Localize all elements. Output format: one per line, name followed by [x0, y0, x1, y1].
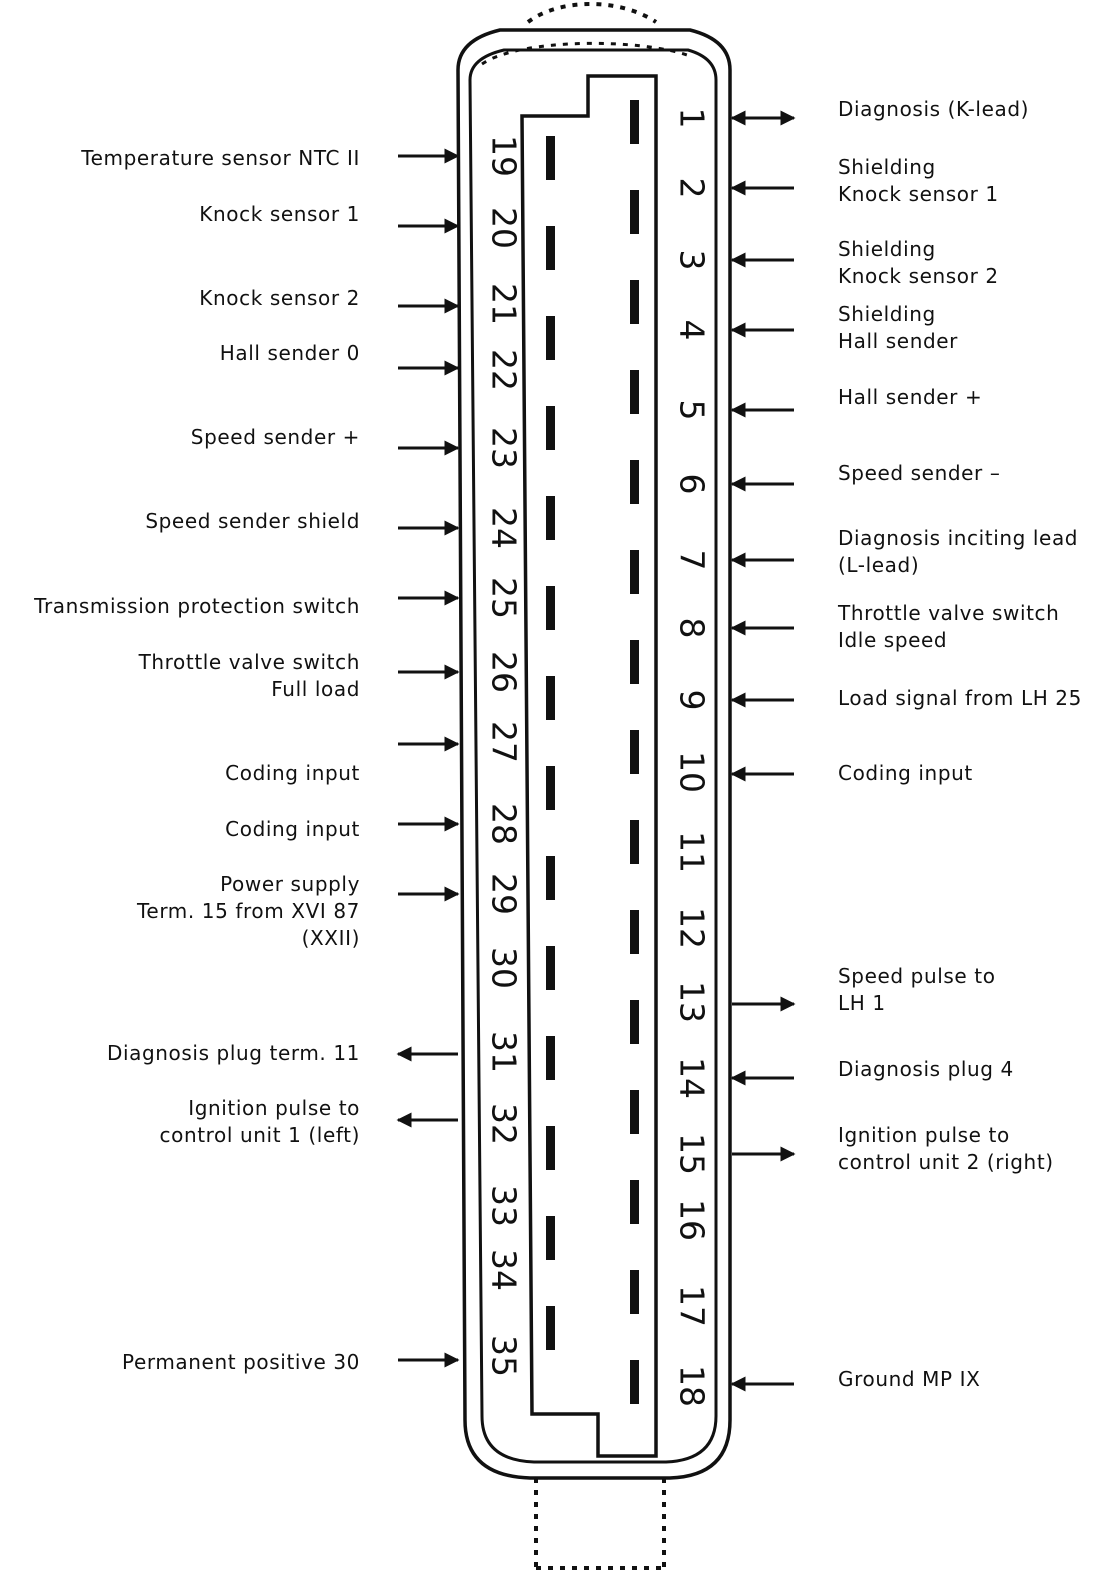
pin-number-22: 22	[484, 349, 524, 391]
signal-label-pin-10: Coding input	[838, 761, 973, 785]
signal-label-pin-14: Diagnosis plug 4	[838, 1057, 1014, 1081]
contact-dash	[630, 1180, 639, 1224]
contact-dash	[630, 910, 639, 954]
contact-dash	[630, 730, 639, 774]
signal-label-pin-23: Speed sender +	[190, 425, 360, 449]
signal-label-pin-21: Knock sensor 2	[199, 286, 360, 310]
contact-dash	[630, 1360, 639, 1404]
contact-dash	[630, 1000, 639, 1044]
pin-number-3: 3	[672, 249, 712, 271]
pin-number-28: 28	[484, 803, 524, 845]
contact-dash	[546, 856, 555, 900]
pin-number-31: 31	[484, 1031, 524, 1073]
contact-dash	[630, 460, 639, 504]
signal-arrows	[398, 118, 794, 1384]
pin-number-10: 10	[672, 751, 712, 793]
pin-number-8: 8	[672, 617, 712, 639]
contact-dash	[630, 1090, 639, 1134]
contact-dash	[546, 136, 555, 180]
pin-number-18: 18	[672, 1365, 712, 1407]
signal-label-pin-35: Permanent positive 30	[122, 1350, 360, 1374]
contact-dash	[546, 406, 555, 450]
contact-dash	[546, 496, 555, 540]
contact-dash	[630, 640, 639, 684]
signal-label-pin-8: Throttle valve switch Idle speed	[838, 601, 1060, 652]
top-inner-dotted	[482, 43, 690, 64]
signal-label-pin-20: Knock sensor 1	[199, 202, 360, 226]
pin-number-24: 24	[484, 507, 524, 549]
pin-number-2: 2	[672, 177, 712, 199]
contact-dash	[630, 190, 639, 234]
signal-label-pin-1: Diagnosis (K-lead)	[838, 97, 1030, 121]
contact-dash	[546, 946, 555, 990]
pin-number-15: 15	[672, 1133, 712, 1175]
pin-number-34: 34	[484, 1249, 524, 1291]
pin-number-9: 9	[672, 689, 712, 711]
contact-dash	[630, 820, 639, 864]
pin-number-19: 19	[484, 135, 524, 177]
signal-label-pin-31: Diagnosis plug term. 11	[106, 1041, 360, 1065]
pin-number-1: 1	[672, 107, 712, 129]
pin-number-20: 20	[484, 207, 524, 249]
pin-number-6: 6	[672, 473, 712, 495]
left-contact-row	[546, 136, 555, 1350]
signal-label-pin-7: Diagnosis inciting lead (L-lead)	[838, 526, 1079, 577]
contact-dash	[630, 280, 639, 324]
pin-number-27: 27	[484, 721, 524, 763]
bottom-cable-dotted	[536, 1478, 664, 1568]
signal-label-pin-3: Shielding Knock sensor 2	[838, 237, 999, 288]
top-cable-dotted	[528, 4, 656, 22]
signal-label-pin-32: Ignition pulse to control unit 1 (left)	[159, 1096, 360, 1147]
contact-dash	[546, 766, 555, 810]
contact-dash	[546, 676, 555, 720]
contact-dash	[546, 316, 555, 360]
contact-dash	[630, 550, 639, 594]
pin-number-30: 30	[484, 947, 524, 989]
pin-number-12: 12	[672, 907, 712, 949]
pin-number-13: 13	[672, 981, 712, 1023]
pin-number-17: 17	[672, 1285, 712, 1327]
pin-number-32: 32	[484, 1103, 524, 1145]
contact-dash	[546, 1126, 555, 1170]
pin-number-4: 4	[672, 319, 712, 341]
contact-dash	[546, 1216, 555, 1260]
pin-number-16: 16	[672, 1199, 712, 1241]
pin-number-7: 7	[672, 549, 712, 571]
right-contact-row	[630, 100, 639, 1404]
pin-number-35: 35	[484, 1335, 524, 1377]
contact-dash	[630, 100, 639, 144]
pin-number-25: 25	[484, 577, 524, 619]
pin-number-29: 29	[484, 873, 524, 915]
signal-label-pin-2: Shielding Knock sensor 1	[838, 155, 999, 206]
signal-label-pin-24: Speed sender shield	[145, 509, 360, 533]
signal-label-pin-5: Hall sender +	[838, 385, 983, 409]
contact-dash	[546, 226, 555, 270]
signal-label-pin-27: Coding input	[225, 761, 360, 785]
signal-label-pin-26: Throttle valve switch Full load	[138, 650, 360, 701]
contact-dash	[546, 1036, 555, 1080]
signal-label-pin-28: Coding input	[225, 817, 360, 841]
right-pin-numbers	[673, 108, 712, 1408]
signal-label-pin-4: Shielding Hall sender	[838, 302, 958, 353]
pin-number-33: 33	[484, 1185, 524, 1227]
contact-dash	[630, 370, 639, 414]
signal-label-pin-25: Transmission protection switch	[34, 594, 360, 618]
left-pin-numbers	[485, 135, 524, 1377]
pin-number-21: 21	[484, 283, 524, 325]
signal-label-pin-29: Power supply Term. 15 from XVI 87 (XXII)	[137, 872, 360, 950]
pin-number-23: 23	[484, 427, 524, 469]
signal-label-pin-18: Ground MP IX	[838, 1367, 981, 1391]
pin-number-11: 11	[672, 831, 712, 873]
pin-number-14: 14	[672, 1057, 712, 1099]
contact-dash	[546, 586, 555, 630]
signal-label-pin-9: Load signal from LH 25	[838, 686, 1082, 710]
pin-number-26: 26	[484, 651, 524, 693]
signal-label-pin-15: Ignition pulse to control unit 2 (right)	[838, 1123, 1054, 1174]
signal-label-pin-13: Speed pulse to LH 1	[838, 964, 996, 1015]
contact-dash	[630, 1270, 639, 1314]
signal-label-pin-6: Speed sender –	[838, 461, 1001, 485]
signal-label-pin-19: Temperature sensor NTC II	[81, 146, 360, 170]
contact-dash	[546, 1306, 555, 1350]
pin-number-5: 5	[672, 399, 712, 421]
signal-label-pin-22: Hall sender 0	[219, 341, 360, 365]
